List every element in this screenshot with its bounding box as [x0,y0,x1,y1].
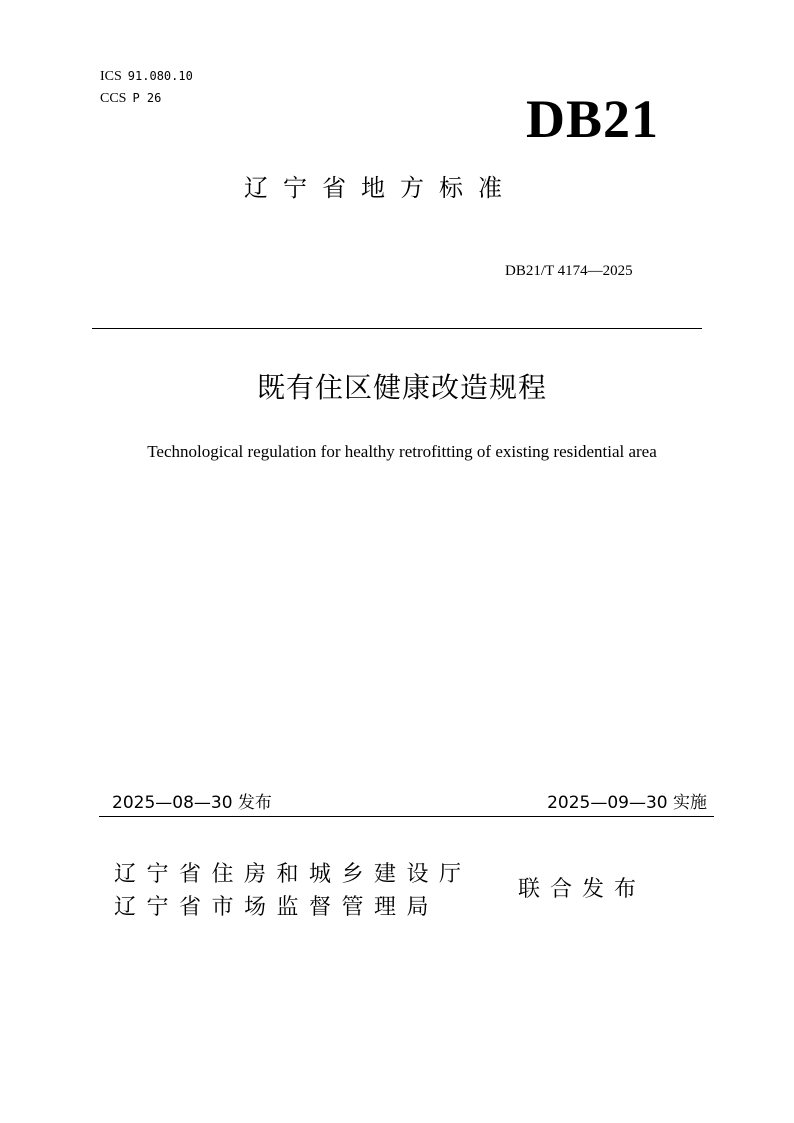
implementation-date: 2025—09—30 实施 [547,793,707,813]
top-divider [92,328,702,329]
standard-number: DB21/T 4174—2025 [505,263,633,279]
document-title-english: Technological regulation for healthy retrofitting of existing residential area [147,442,657,461]
ccs-label: CCS [100,91,127,106]
document-title-chinese: 既有住区健康改造规程 [256,371,547,404]
ics-code: 91.080.10 [127,69,193,83]
issue-date: 2025—08—30 发布 [112,793,272,813]
ccs-classification [100,89,161,108]
standard-type-heading: 辽宁省地方标准 [244,174,517,202]
issuing-agency-market-regulation: 辽宁省市场监督管理局 [114,895,440,920]
ccs-code: P 26 [132,91,162,105]
bottom-divider [99,816,714,817]
joint-issue-label: 联合发布 [518,877,647,902]
standard-code-logo: DB21 [526,89,660,149]
ics-label: ICS [100,69,122,84]
ics-classification [100,67,193,86]
issuing-agency-housing: 辽宁省住房和城乡建设厅 [114,862,472,887]
